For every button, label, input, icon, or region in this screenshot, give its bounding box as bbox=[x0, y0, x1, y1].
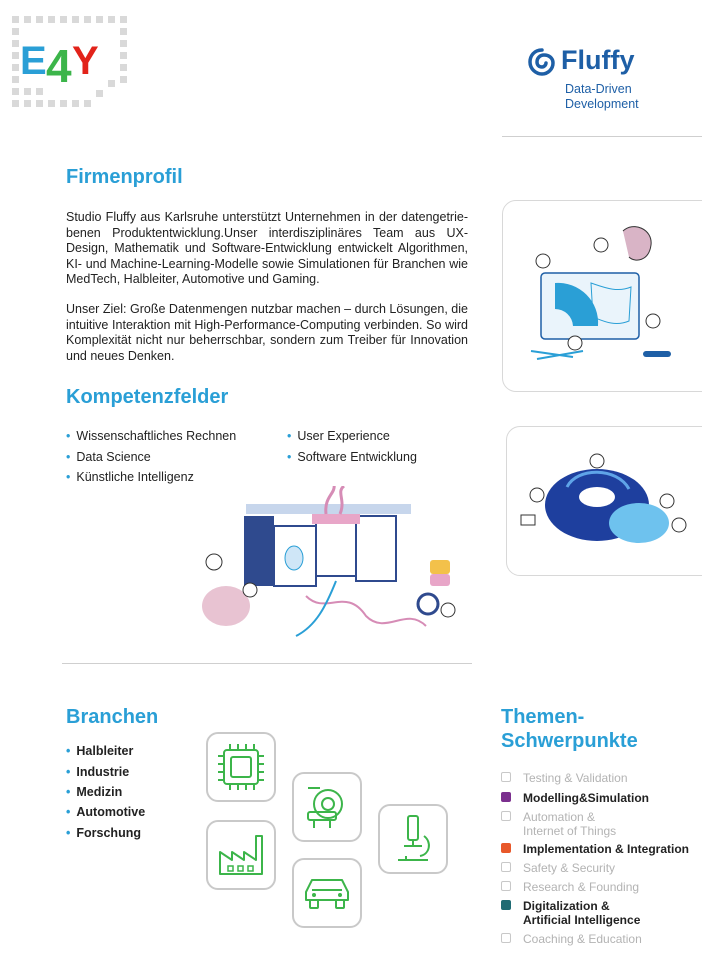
firmenprofil-paragraph-1: Studio Fluffy aus Karlsruhe unterstützt Unternehmen in der datengetriebenen Produktentwicklung.Unser interdisziplinäres Team aus UX-Design, Mathematik und Software-Entwicklung entwickelt Algorithmen, KI- und Machine-Learning-Modelle sowie Simulationen für Branchen wie MedTech, Halbleiter, Automotive und Gaming. bbox=[66, 210, 468, 286]
kompetenz-item: • Wissenschaftliches Rechnen bbox=[66, 429, 237, 443]
firmenprofil-paragraph-2: Unser Ziel: Große Datenmengen nutzbar machen – durch Lösungen, die intuitive Interaktion mit High-Performance-Computing verbinden. So wird Komplexität nicht nur beherrschbar, sondern zum Treiber für Innovation und neues Denken. bbox=[66, 302, 468, 363]
checkbox-filled-icon bbox=[501, 900, 511, 910]
illustration-card-donut bbox=[506, 426, 702, 576]
microscope-icon bbox=[380, 806, 446, 872]
branche-item: • Halbleiter bbox=[66, 744, 134, 758]
svg-text:4: 4 bbox=[46, 40, 72, 92]
branche-item: • Automotive bbox=[66, 805, 146, 819]
computing-illustration-graphic bbox=[186, 486, 466, 646]
firmenprofil-title: Firmenprofil bbox=[66, 166, 183, 188]
checkbox-icon bbox=[501, 811, 511, 821]
checkbox-filled-icon bbox=[501, 792, 511, 802]
themen-title-1: Themen- bbox=[501, 706, 585, 728]
donut-illustration bbox=[507, 427, 702, 575]
computing-illustration bbox=[186, 486, 466, 646]
checkbox-icon bbox=[501, 933, 511, 943]
medical-scanner-tile bbox=[292, 772, 362, 842]
checkbox-icon bbox=[501, 881, 511, 891]
illustration-card-simulation bbox=[502, 200, 702, 392]
kompetenz-item: • Software Entwicklung bbox=[287, 450, 417, 464]
branche-item: • Medizin bbox=[66, 785, 123, 799]
chip-icon bbox=[208, 734, 274, 800]
checkbox-filled-icon bbox=[501, 843, 511, 853]
fluffy-swirl-icon bbox=[527, 47, 557, 77]
branche-item: • Forschung bbox=[66, 826, 141, 840]
section-divider bbox=[62, 663, 472, 664]
svg-text:Y: Y bbox=[72, 39, 99, 83]
simulation-illustration bbox=[503, 201, 702, 391]
e4y-logo-graphic bbox=[10, 10, 140, 118]
checkbox-icon bbox=[501, 772, 511, 782]
kompetenzfelder-title: Kompetenzfelder bbox=[66, 386, 229, 408]
fluffy-tagline-2: Development bbox=[565, 97, 639, 111]
kompetenz-item: • Data Science bbox=[66, 450, 151, 464]
car-icon bbox=[294, 860, 360, 926]
mri-scanner-icon bbox=[294, 774, 360, 840]
factory-icon bbox=[208, 822, 274, 888]
e4y-logo bbox=[10, 10, 140, 118]
microscope-tile bbox=[378, 804, 448, 874]
kompetenz-item: • User Experience bbox=[287, 429, 390, 443]
fluffy-logo bbox=[527, 45, 667, 115]
svg-text:E: E bbox=[20, 39, 47, 83]
chip-tile bbox=[206, 732, 276, 802]
fluffy-brand-name: Fluffy bbox=[561, 45, 635, 75]
checkbox-icon bbox=[501, 862, 511, 872]
header-divider bbox=[502, 136, 702, 137]
car-tile bbox=[292, 858, 362, 928]
themen-title-2: Schwerpunkte bbox=[501, 730, 638, 752]
branche-item: • Industrie bbox=[66, 765, 130, 779]
kompetenz-item: • Künstliche Intelligenz bbox=[66, 470, 194, 484]
factory-tile bbox=[206, 820, 276, 890]
fluffy-tagline-1: Data-Driven bbox=[565, 82, 632, 96]
branchen-title: Branchen bbox=[66, 706, 159, 728]
